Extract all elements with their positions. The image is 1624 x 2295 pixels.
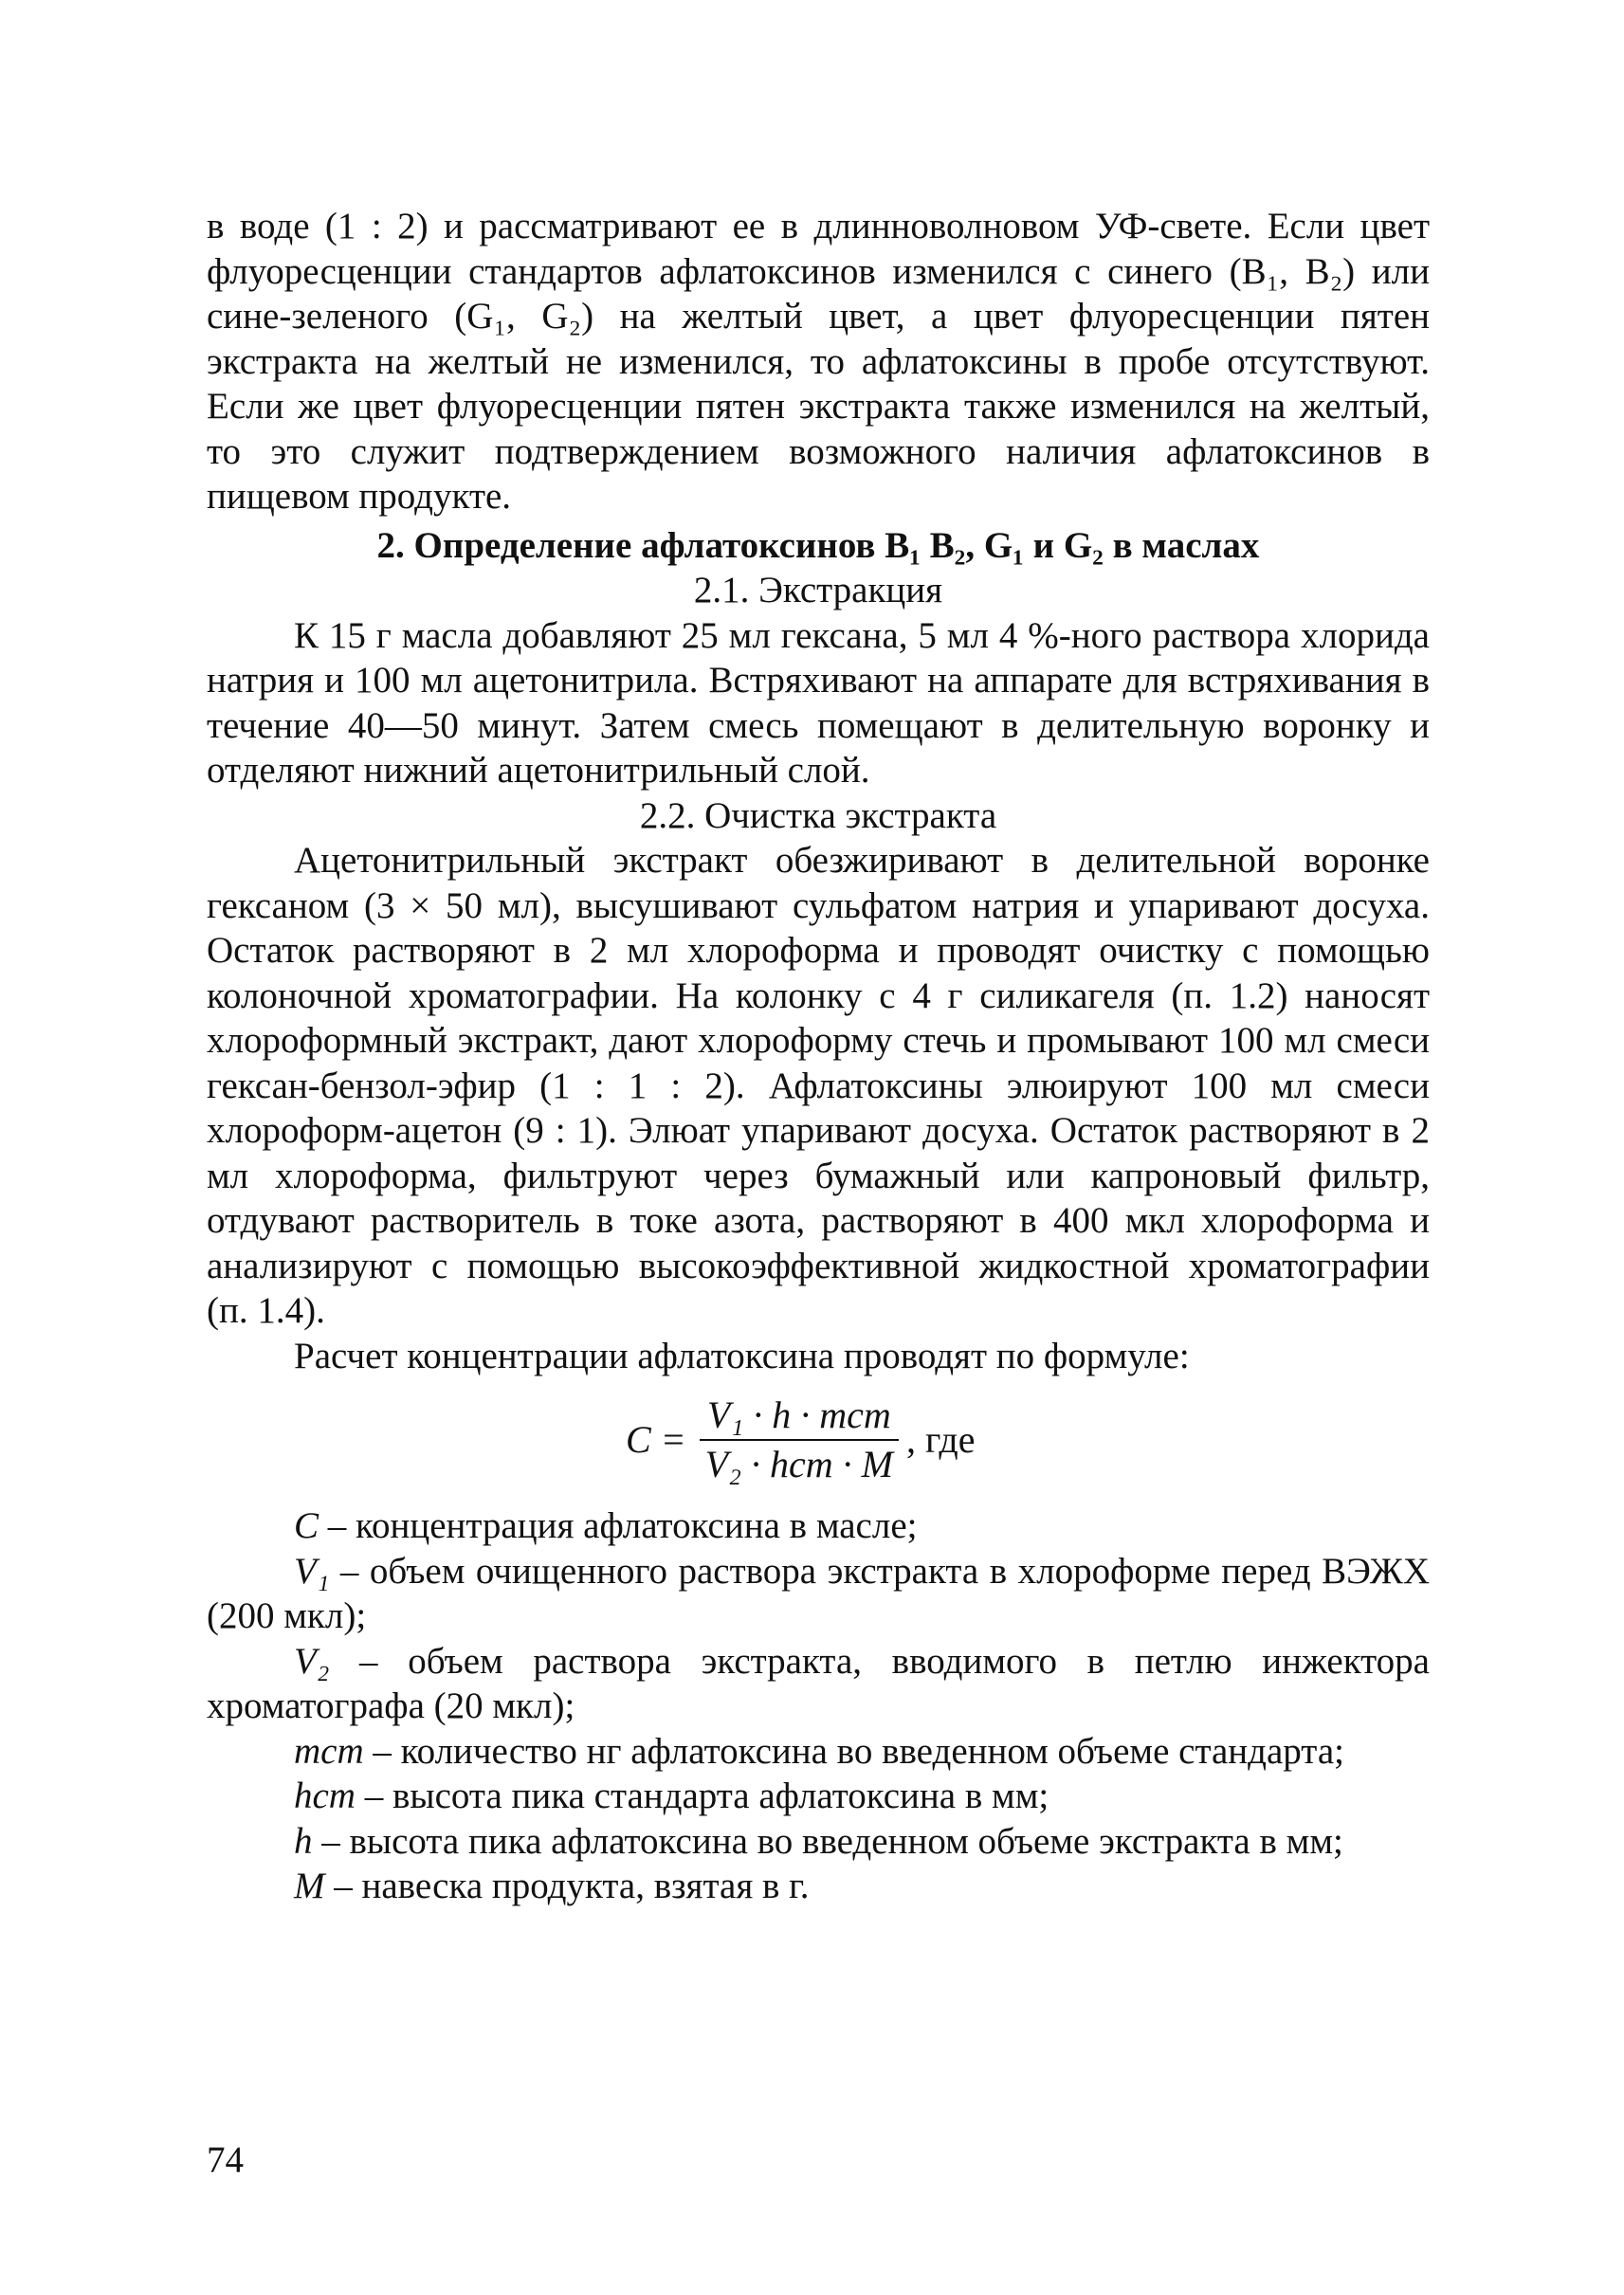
formula-numerator: V₁ · h · mст <box>706 1393 891 1436</box>
formula-fraction <box>700 1392 899 1488</box>
section-2-2-heading: 2.2. Очистка экстракта <box>639 794 997 836</box>
definition-symbol: V₂ <box>294 1640 330 1682</box>
definition-item <box>207 1639 1430 1729</box>
definitions-list <box>207 1503 1430 1909</box>
definition-text: – навеска продукта, взятая в г. <box>324 1866 810 1906</box>
intro-paragraph: в воде (1 : 2) и рассматривают ее в длинноволновом УФ-свете. Если цвет флуоресценции стандартов афлатоксинов изменился с синего (B₁, B₂) или сине-зеленого (G₁, G₂) на желтый цвет, а цвет флуоресценции пятен экстракта на желтый не изменился, то афлатоксины в пробе отсутствуют. Если же цвет флуоресценции пятен экстракта также изменился на желтый, то это служит подтверждением возможного наличия афлатоксинов в пищевом продукте. <box>207 206 1430 517</box>
definition-symbol: mст <box>294 1730 364 1772</box>
definition-item <box>207 1729 1430 1775</box>
formula-suffix: , где <box>905 1418 976 1462</box>
definition-text: – высота пика стандарта афлатоксина в мм; <box>355 1776 1049 1816</box>
definition-symbol: V₁ <box>294 1550 330 1592</box>
section-2-heading: 2. Определение афлатоксинов B₁ B₂, G₁ и G₂ в маслах <box>376 524 1260 566</box>
definition-symbol: C <box>294 1505 319 1546</box>
definition-item <box>207 1819 1430 1865</box>
definition-symbol: M <box>294 1866 325 1906</box>
definition-text: – количество нг афлатоксина во введенном объеме стандарта; <box>363 1730 1344 1772</box>
page-number: 74 <box>207 2140 244 2180</box>
formula-denominator: V₂ · hст · M <box>704 1443 893 1485</box>
definition-symbol: hст <box>294 1776 356 1816</box>
concentration-formula <box>626 1384 976 1496</box>
definition-item <box>207 1864 1430 1909</box>
extraction-paragraph: К 15 г масла добавляют 25 мл гексана, 5 мл 4 %-ного раствора хлорида натрия и 100 мл ацетонитрила. Встряхивают на аппарате для встряхивания в течение 40—50 минут. Затем смесь помещают в делительную воронку и отделяют нижний ацетонитрильный слой. <box>207 614 1430 791</box>
cleanup-paragraph: Ацетонитрильный экстракт обезжиривают в делительной воронке гексаном (3 × 50 мл), высушивают сульфатом натрия и упаривают досуха. Остаток растворяют в 2 мл хлороформа и проводят очистку с помощью колоночной хроматографии. На колонку с 4 г силикагеля (п. 1.2) наносят хлороформный экстракт, дают хлороформу стечь и промывают 100 мл смеси гексан-бензол-эфир (1 : 1 : 2). Афлатоксины элюируют 100 мл смеси хлороформ-ацетон (9 : 1). Элюат упаривают досуха. Остаток растворяют в 2 мл хлороформа, фильтруют через бумажный или капроновый фильтр, отдувают растворитель в токе азота, растворяют в 400 мкл хлороформа и анализируют с помощью высокоэффективной жидкостной хроматографии (п. 1.4). <box>207 840 1430 1331</box>
definition-symbol: h <box>294 1820 313 1862</box>
definition-text: – объем очищенного раствора экстракта в хлороформе перед ВЭЖХ (200 мкл); <box>207 1550 1430 1636</box>
definition-text: – концентрация афлатоксина в масле; <box>319 1505 918 1546</box>
definition-text: – объем раствора экстракта, вводимого в петлю инжектора хроматографа (20 мкл); <box>207 1640 1430 1726</box>
formula-lhs: C = <box>626 1418 686 1462</box>
formula-block <box>207 1384 1430 1496</box>
calculation-intro: Расчет концентрации афлатоксина проводят по формуле: <box>294 1335 1190 1376</box>
definition-item <box>207 1549 1430 1639</box>
definition-item <box>207 1503 1430 1549</box>
definition-item <box>207 1774 1430 1819</box>
page-content <box>207 204 1430 1909</box>
section-2-1-heading: 2.1. Экстракция <box>693 570 943 610</box>
definition-text: – высота пика афлатоксина во введенном объеме экстракта в мм; <box>312 1820 1343 1862</box>
